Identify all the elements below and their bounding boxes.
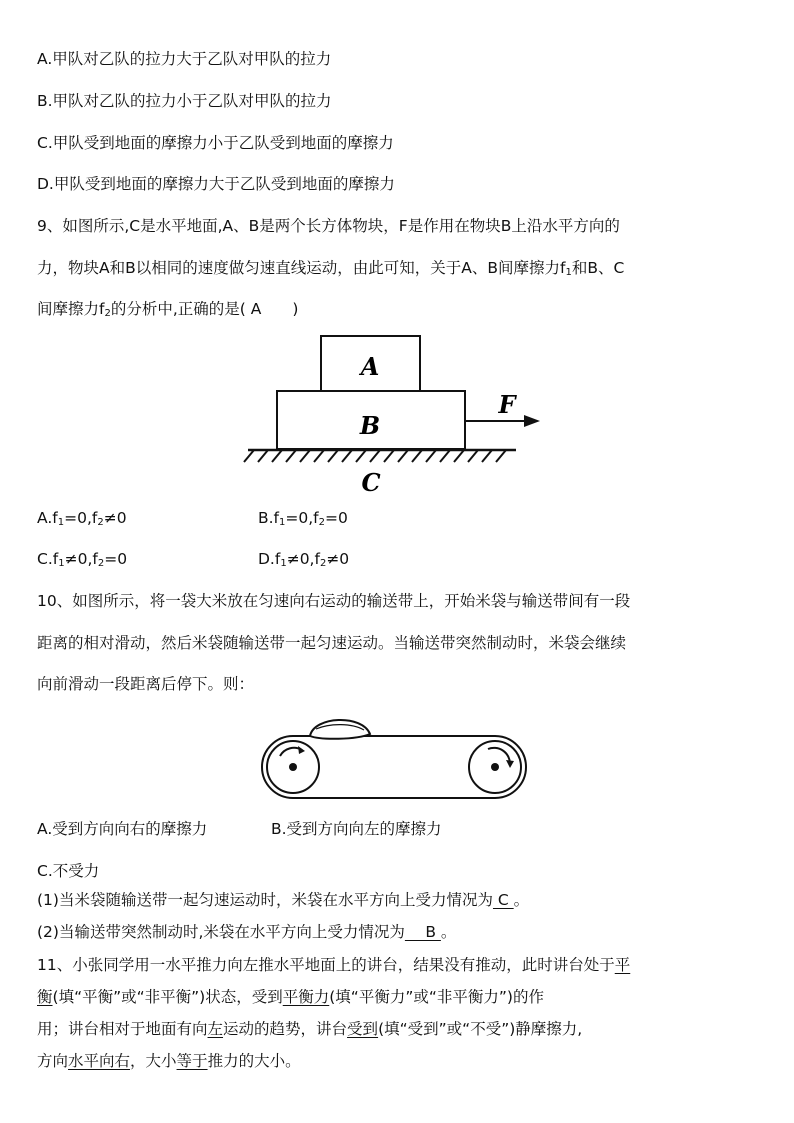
q11-answer-1a: 平: [614, 956, 631, 974]
q11-line1: 11、小张同学用一水平推力向左推水平地面上的讲台，结果没有推动，此时讲台处于平: [37, 956, 631, 974]
q9-option-c: $C.f_1\ne 0,f_2=0$: [37, 550, 128, 569]
q11-line3: 用；讲台相对于地面有向左运动的趋势，讲台受到(填“受到”或“不受”)静摩擦力,: [37, 1020, 583, 1038]
q10-stem-line2: 距离的相对滑动，然后米袋随输送带一起匀速运动。当输送带突然制动时，米袋会继续: [37, 634, 627, 652]
q11-answer-4: 受到: [347, 1020, 379, 1038]
q10-option-b: B.受到方向向左的摩擦力: [271, 820, 442, 838]
conveyor-figure: [258, 712, 530, 808]
q11-answer-1b: 衡: [37, 988, 53, 1006]
q10-sub1-answer: C: [492, 891, 514, 909]
q8-option-b: B.甲队对乙队的拉力小于乙队对甲队的拉力: [37, 92, 332, 110]
q11-answer-5: 水平向右: [68, 1052, 131, 1070]
q11-answer-6: 等于: [176, 1052, 208, 1070]
q11-answer-3: 左: [207, 1020, 224, 1038]
q11-line4: 方向水平向右，大小等于推力的大小。: [37, 1052, 301, 1070]
q8-option-d: D.甲队受到地面的摩擦力大于乙队受到地面的摩擦力: [37, 175, 395, 193]
q9-option-b: $B.f_1=0,f_2=0$: [258, 509, 348, 528]
q9-option-d: $D.f_1\ne 0,f_2\ne 0$: [258, 550, 350, 569]
q10-stem-line1: 10、如图所示，将一袋大米放在匀速向右运动的输送带上，开始米袋与输送带间有一段: [37, 592, 631, 610]
q9-stem-line3: 间摩擦力$f_2$的分析中,正确的是( A ): [37, 300, 299, 319]
q8-option-c: C.甲队受到地面的摩擦力小于乙队受到地面的摩擦力: [37, 134, 394, 152]
q10-sub2-answer: B: [404, 923, 441, 941]
label-f: F: [498, 390, 516, 419]
q10-sub2: (2)当输送带突然制动时,米袋在水平方向上受力情况为 B 。: [37, 923, 457, 941]
ground-hatching: [244, 450, 506, 462]
q10-option-a: A.受到方向向右的摩擦力: [37, 820, 208, 838]
rice-bag: [310, 720, 370, 739]
q9-stem-line1: 9、如图所示,C是水平地面,A、B是两个长方体物块，F是作用在物块B上沿水平方向的: [37, 217, 620, 235]
q8-option-a: A.甲队对乙队的拉力大于乙队对甲队的拉力: [37, 50, 332, 68]
q10-stem-line3: 向前滑动一段距离后停下。则：: [37, 675, 255, 693]
blocks-figure: [240, 328, 550, 500]
force-arrow-head: [524, 415, 540, 427]
q11-answer-2: 平衡力: [282, 988, 330, 1006]
label-b: B: [359, 411, 381, 440]
q9-option-a: $A.f_1=0,f_2\ne 0$: [37, 509, 127, 528]
label-a: A: [360, 352, 380, 381]
q11-line2: 衡(填“平衡”或“非平衡”)状态，受到平衡力(填“平衡力”或“非平衡力”)的作: [37, 988, 544, 1006]
q9-stem-line2: 力，物块A和B以相同的速度做匀速直线运动，由此可知，关于A、B间摩擦力$f_1$和B、C: [37, 259, 625, 278]
q10-option-c: C.不受力: [37, 862, 100, 880]
label-c: C: [361, 468, 381, 497]
q10-sub1: (1)当米袋随输送带一起匀速运动时，米袋在水平方向上受力情况为 C 。: [37, 891, 530, 909]
